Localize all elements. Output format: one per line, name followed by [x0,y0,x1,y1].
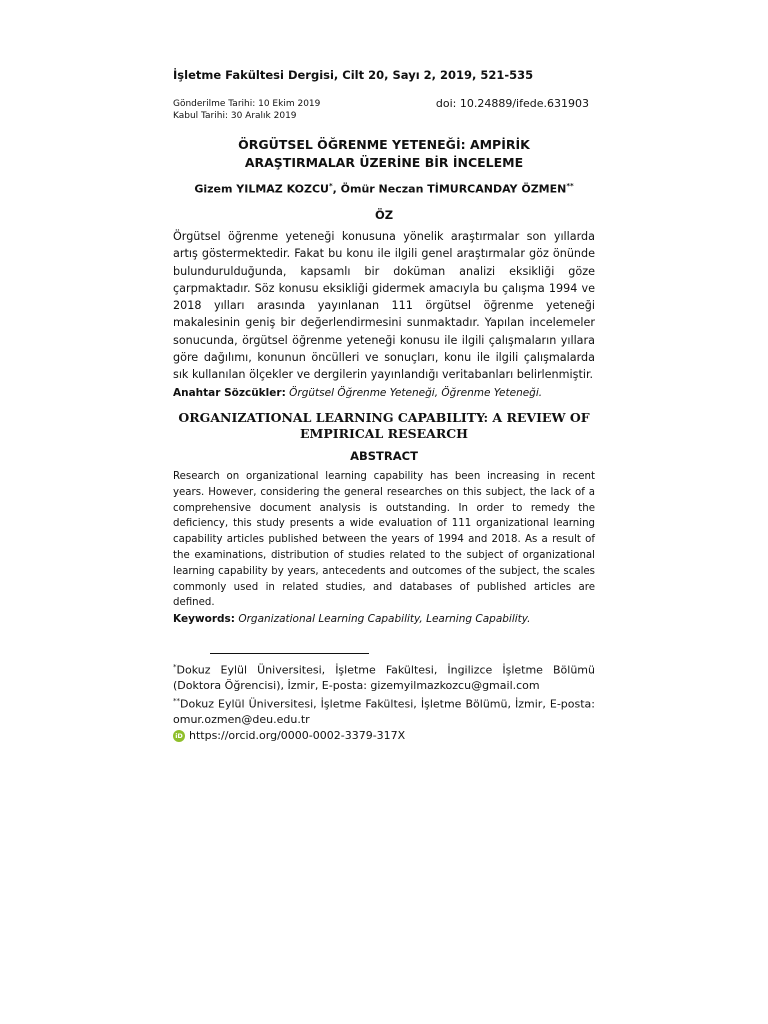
english-keywords-label: Keywords: [173,613,235,625]
journal-citation: İşletme Fakültesi Dergisi, Cilt 20, Sayı 2, 2019, 521-535 [173,68,534,82]
footnote-1-mark: * [173,663,177,671]
english-abstract: Research on organizational learning capability has been increasing in recent years. However, considering the general researches on this subject, the lack of a comprehensive document analysis is outstanding. In order to remedy the deficiency, this study presents a wide evaluation of 111 organizational learning capability articles published between the years of 1994 and 2018. As a result of the examinations, distribution of studies related to the subject of organizational learning capability by years, antecedents and outcomes of the subject, the scales commonly used in related studies, and databases of published articles are defined. [173,471,595,609]
english-title-line-1: ORGANIZATIONAL LEARNING CAPABILITY: A REVIEW OF [178,410,590,425]
author-list [173,182,595,196]
orcid-link[interactable]: https://orcid.org/0000-0002-3379-317X [189,729,406,743]
footnote-1 [173,660,595,694]
footnotes [173,660,595,744]
turkish-keywords [173,387,603,399]
author-2-footnote-mark: ** [566,182,574,190]
turkish-title [173,136,595,172]
english-title-line-2: EMPIRICAL RESEARCH [300,426,468,441]
accepted-date: Kabul Tarihi: 30 Aralık 2019 [173,111,297,121]
footnote-2-text: Dokuz Eylül Üniversitesi, İşletme Fakültesi, İşletme Bölümü, İzmir, E-posta: omur.ozmen@deu.edu.tr [173,697,595,726]
footnote-2 [173,694,595,728]
doi-link[interactable]: doi: 10.24889/ifede.631903 [435,97,589,110]
orcid-row [173,728,595,744]
turkish-title-line-2: ARAŞTIRMALAR ÜZERİNE BİR İNCELEME [244,155,524,170]
english-title [173,410,595,442]
footnote-separator [210,653,369,654]
article-dates [173,98,320,122]
turkish-abstract: Örgütsel öğrenme yeteneği konusuna yönelik araştırmalar son yıllarda artış göstermektedir. Fakat bu konu ile ilgili genel araştırmalar göz önünde bulundurulduğunda, kapsamlı bir doküman analizi eksikliği göze çarpmaktadır. Söz konusu eksikliği gidermek amacıyla bu çalışma 1994 ve 2018 yılları arasında yayınlanan 111 örgütsel öğrenme yeteneği makalesinin geniş bir değerlendirmesini sunmaktadır. Yapılan incelemeler sonucunda, örgütsel öğrenme yeteneği konusu ile ilgili çalışmaların yıllara göre dağılımı, konunun öncülleri ve sonuçları, konu ile ilgili çalışmalarda sık kullanılan ölçekler ve dergilerin yayınlandığı veritabanları belirlenmiştir. [173,230,595,382]
english-keywords [173,613,595,625]
turkish-keywords-label: Anahtar Sözcükler: [173,387,286,399]
turkish-keywords-value: Örgütsel Öğrenme Yeteneği, Öğrenme Yeteneği. [289,387,543,399]
english-abstract-heading: ABSTRACT [350,449,418,463]
footnote-1-text: Dokuz Eylül Üniversitesi, İşletme Fakültesi, İngilizce İşletme Bölümü (Doktora Öğrencisi), İzmir, E-posta: gizemyilmazkozcu@gmail.com [173,663,595,693]
submitted-date: Gönderilme Tarihi: 10 Ekim 2019 [173,99,321,109]
author-2-name: Ömür Neczan TİMURCANDAY ÖZMEN [340,182,567,196]
orcid-icon: iD [173,730,185,742]
turkish-title-line-1: ÖRGÜTSEL ÖĞRENME YETENEĞİ: AMPİRİK [238,137,530,152]
author-1-footnote-mark: * [328,182,333,190]
turkish-abstract-heading: ÖZ [374,208,394,222]
footnote-2-mark: ** [173,696,180,705]
english-keywords-value: Organizational Learning Capability, Learning Capability. [238,613,531,625]
author-1-name: Gizem YILMAZ KOZCU [194,182,329,196]
author-separator: , [332,182,341,196]
